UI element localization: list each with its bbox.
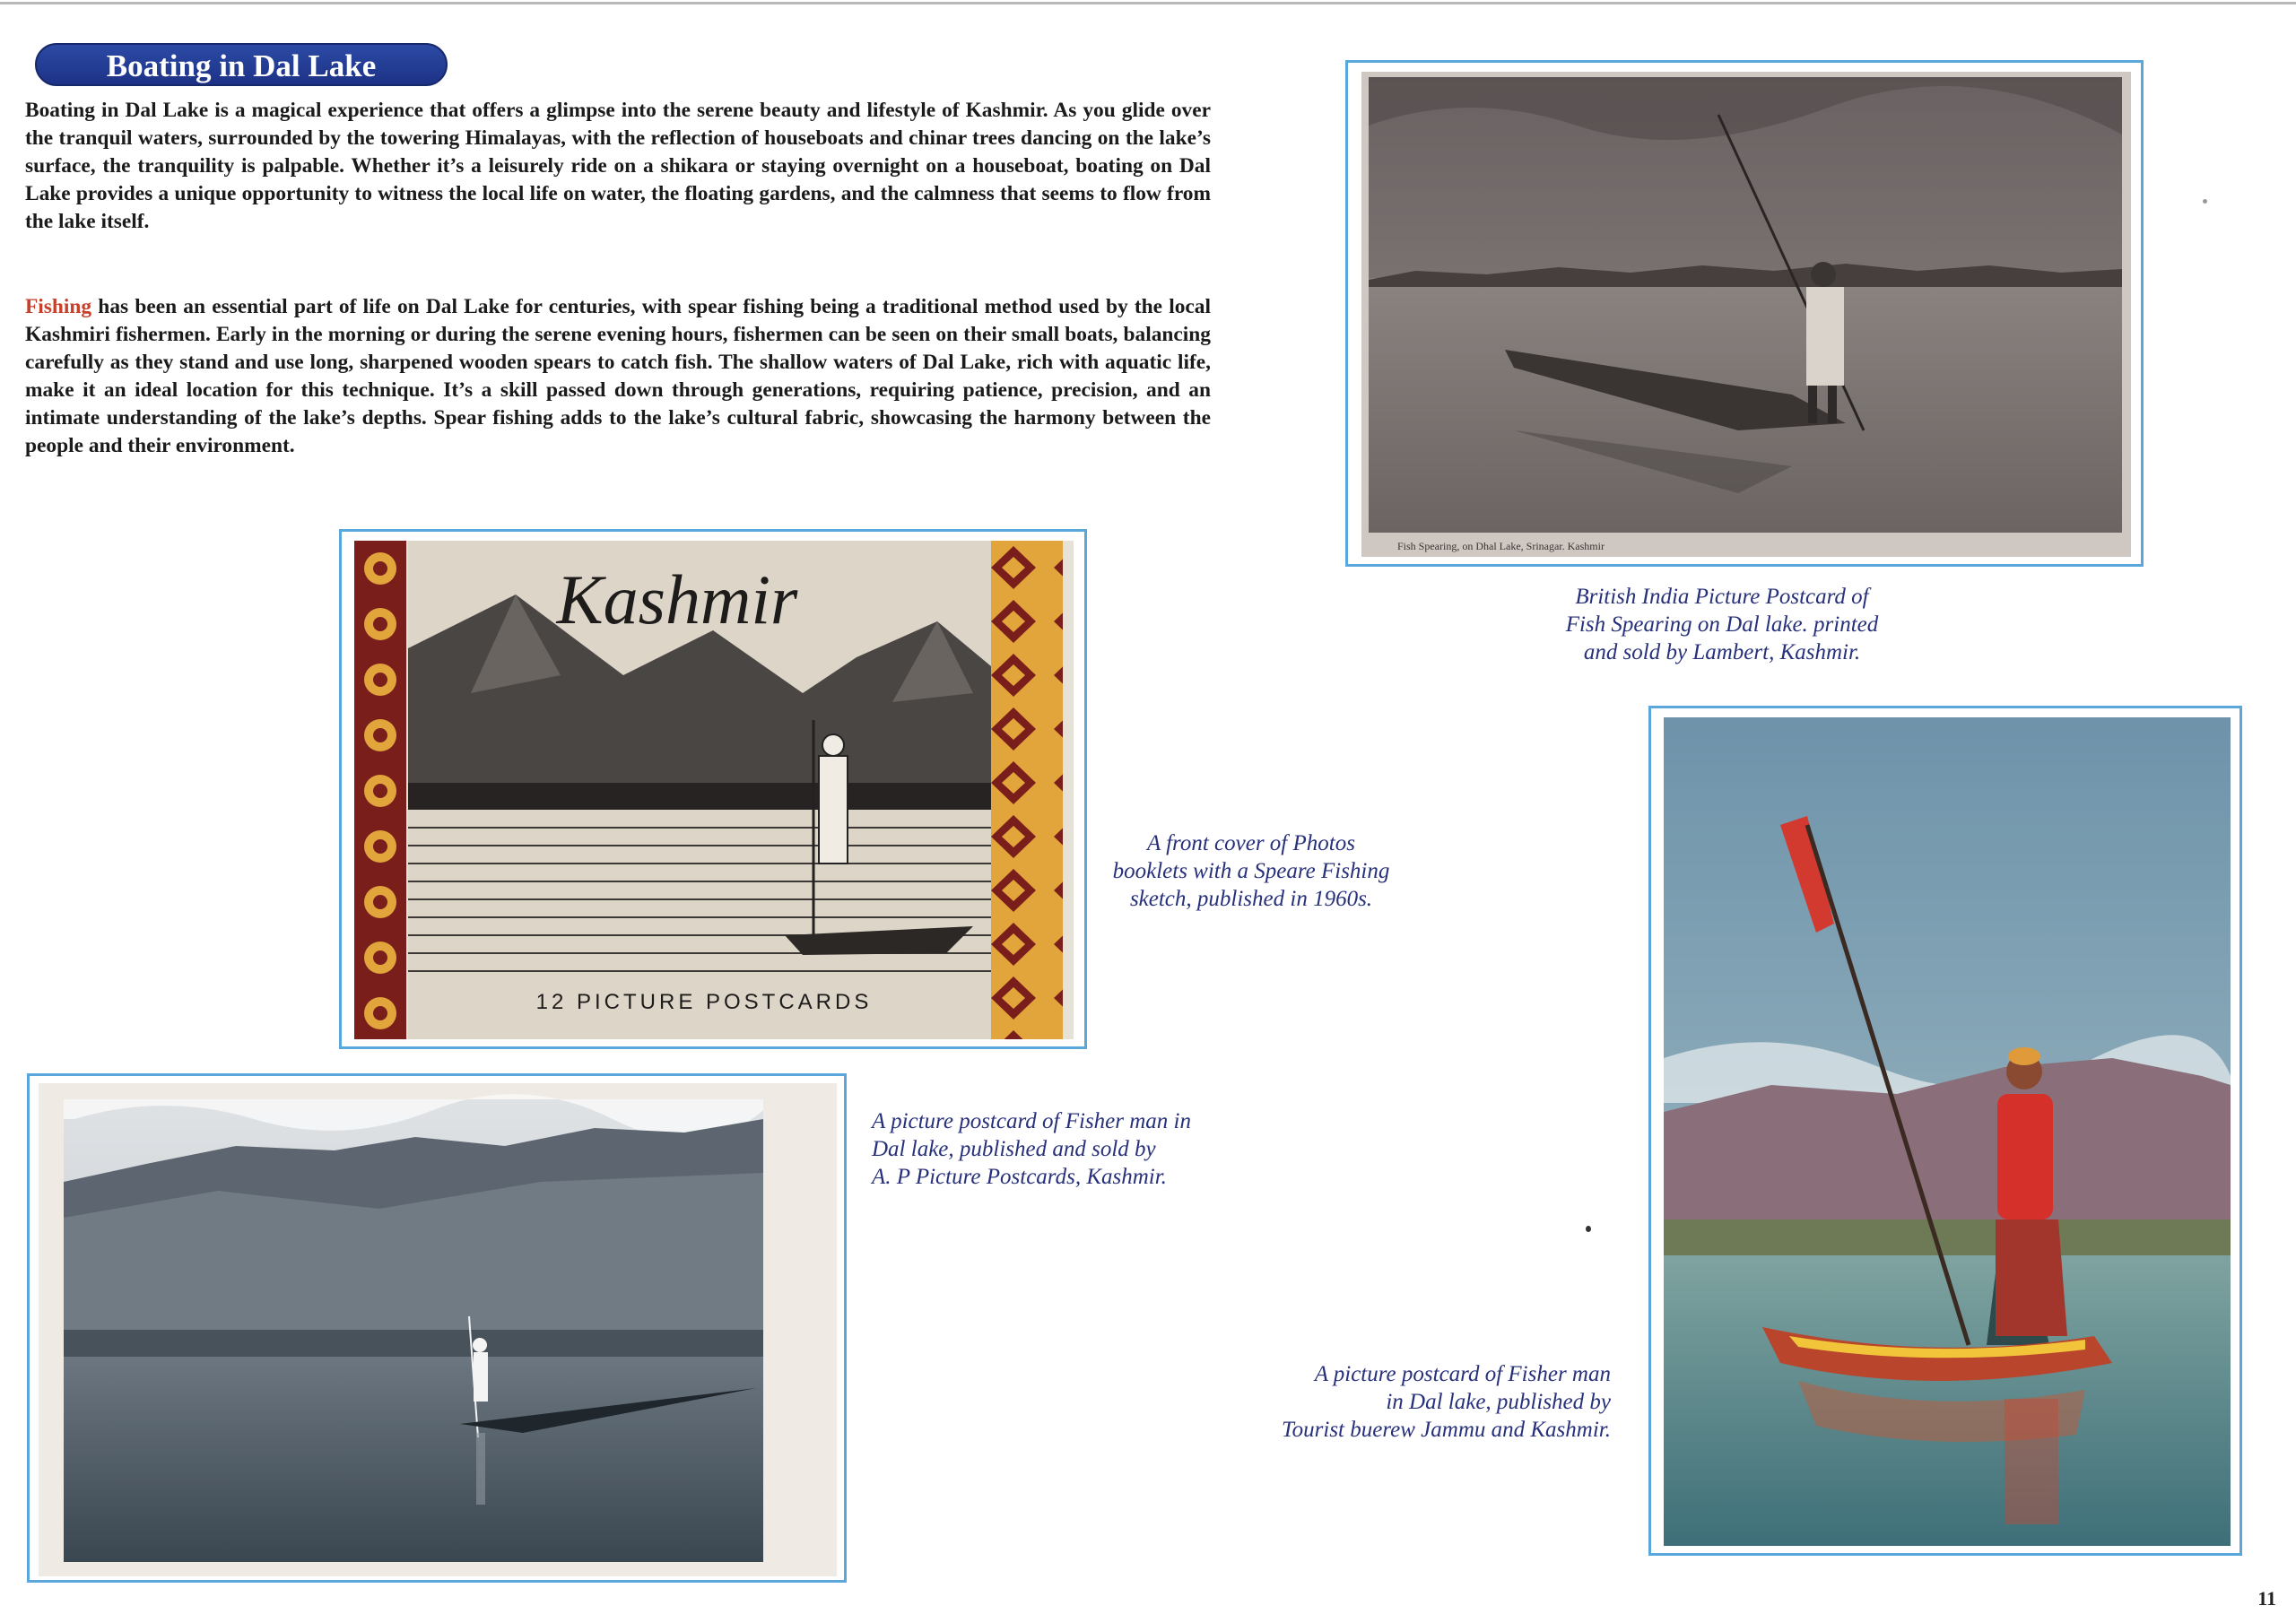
booklet-bottom-text: 12 PICTURE POSTCARDS — [535, 990, 873, 1014]
top-right-postcard-frame — [1345, 60, 2144, 567]
postcard-inscription: Fish Spearing, on Dhal Lake, Srinagar. Kashmir — [1397, 540, 1605, 552]
caption-bottom-right — [1148, 1360, 1611, 1444]
caption-bottom-left — [872, 1107, 1248, 1191]
booklet-cover-sketch — [354, 541, 1074, 1039]
caption-line: A front cover of Photos — [1147, 831, 1355, 855]
postcard-fisherman-grey — [39, 1083, 837, 1576]
top-rule — [0, 2, 2296, 4]
postcard-fisherman-sepia-image — [1361, 72, 2131, 557]
intro-paragraph: Boating in Dal Lake is a magical experience that offers a glimpse into the serene beauty and lifestyle of Kashmir. As you glide over the tranquil waters, surrounded by the towering Himalayas, with the reflection of houseboats and chinar trees dancing on the lake’s surface, the tranquility is palpable. Whether it’s a leisurely ride on a shikara or staying overnight on a houseboat, boating on Dal Lake provides a unique opportunity to witness the local life on water, the floating gardens, and the calmness that seems to flow from the lake itself. — [25, 99, 1211, 233]
caption-line: Tourist buerew Jammu and Kashmir. — [1282, 1418, 1611, 1442]
bottom-left-postcard-frame — [27, 1073, 847, 1583]
caption-line: A picture postcard of Fisher man — [1314, 1362, 1611, 1386]
fishing-highlight: Fishing — [25, 295, 92, 318]
caption-top-right — [1516, 583, 1928, 666]
booklet-cover-frame — [339, 529, 1087, 1049]
caption-line: sketch, published in 1960s. — [1129, 887, 1373, 911]
caption-line: Fish Spearing on Dal lake. printed — [1565, 612, 1879, 637]
postcard-fisherman-grey-image — [39, 1083, 837, 1576]
caption-line: British India Picture Postcard of — [1575, 585, 1869, 609]
caption-line: A picture postcard of Fisher man in — [872, 1109, 1191, 1133]
speck — [2203, 199, 2207, 204]
caption-line: in Dal lake, published by — [1386, 1390, 1611, 1414]
caption-booklet — [1090, 829, 1413, 913]
postcard-fisherman-sepia — [1361, 72, 2131, 557]
caption-line: A. P Picture Postcards, Kashmir. — [872, 1165, 1167, 1189]
bottom-right-postcard-frame — [1648, 706, 2242, 1556]
page-title: Boating in Dal Lake — [35, 43, 448, 86]
booklet-cover-image — [354, 541, 1074, 1039]
speck — [1586, 1226, 1591, 1232]
caption-line: booklets with a Speare Fishing — [1112, 859, 1390, 883]
page-number: 11 — [2257, 1587, 2276, 1610]
postcard-fisherman-color-image — [1664, 717, 2231, 1546]
fishing-paragraph — [25, 293, 1211, 460]
caption-line: and sold by Lambert, Kashmir. — [1583, 640, 1861, 664]
booklet-title: Kashmir — [556, 560, 798, 638]
postcard-fisherman-color — [1664, 717, 2231, 1546]
caption-line: Dal lake, published and sold by — [872, 1137, 1156, 1161]
fishing-paragraph-text: has been an essential part of life on Dal Lake for centuries, with spear fishing being a traditional method used by the local Kashmiri fishermen. Early in the morning or during the serene evening hours, fishermen can be seen on their small boats, balancing carefully as they stand and use long, sharpened wooden spears to catch fish. The shallow waters of Dal Lake, rich with aquatic life, make it an ideal location for this technique. It’s a skill passed down through generations, requiring patience, precision, and an intimate understanding of the lake’s depths. Spear fishing adds to the lake’s cultural fabric, showcasing the harmony between the people and their environment. — [25, 295, 1211, 457]
